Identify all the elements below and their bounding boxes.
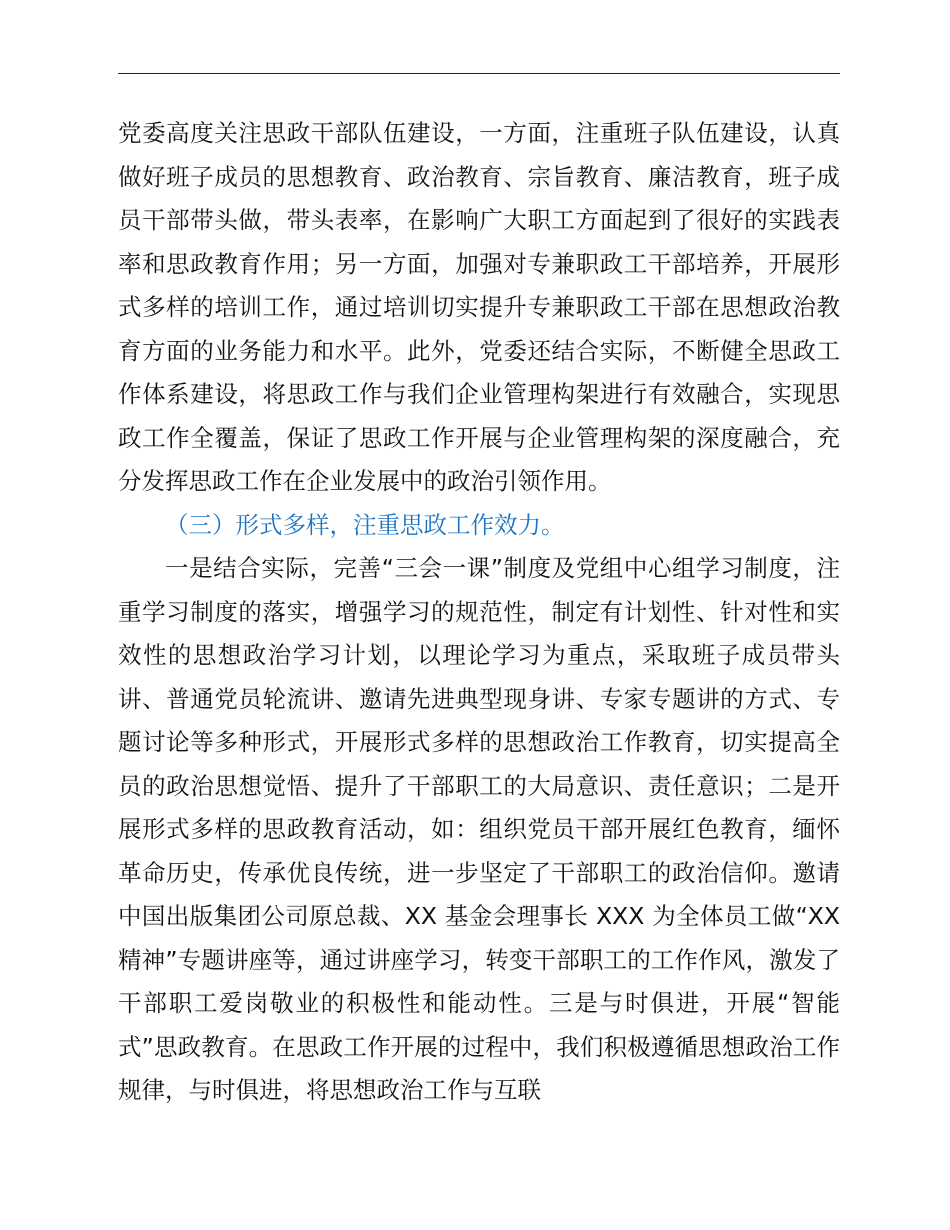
body-paragraph: 党委高度关注思政干部队伍建设，一方面，注重班子队伍建设，认真做好班子成员的思想教育、政治教育、宗旨教育、廉洁教育，班子成员干部带头做，带头表率，在影响广大职工方面起到了很好的实践表率和思政教育作用；另一方面，加强对专兼职政工干部培养，开展形式多样的培训工作，通过培训切实提升专兼职政工干部在思想政治教育方面的业务能力和水平。此外，党委还结合实际，不断健全思政工作体系建设，将思政工作与我们企业管理构架进行有效融合，实现思政工作全覆盖，保证了思政工作开展与企业管理构架的深度融合，充分发挥思政工作在企业发展中的政治引领作用。 — [118, 119, 840, 495]
header-rule — [118, 73, 840, 74]
document-body — [118, 112, 840, 1113]
section-heading: （三）形式多样，注重思政工作效力。 — [165, 510, 565, 539]
body-paragraph: 一是结合实际，完善“三会一课”制度及党组中心组学习制度，注重学习制度的落实，增强学习的规范性，制定有计划性、针对性和实效性的思想政治学习计划，以理论学习为重点，采取班子成员带头讲、普通党员轮流讲、邀请先进典型现身讲、专家专题讲的方式、专题讨论等多种形式，开展形式多样的思想政治工作教育，切实提高全员的政治思想觉悟、提升了干部职工的大局意识、责任意识；二是开展形式多样的思政教育活动，如：组织党员干部开展红色教育，缅怀革命历史，传承优良传统，进一步坚定了干部职工的政治信仰。邀请中国出版集团公司原总裁、XX 基金会理事长 XXX 为全体员工做“XX 精神”专题讲座等，通过讲座学习，转变干部职工的工作作风，激发了干部职工爱岗敬业的积极性和能动性。三是与时俱进，开展“智能式”思政教育。在思政工作开展的过程中，我们积极遵循思想政治工作规律，与时俱进，将思想政治工作与互联 — [118, 554, 840, 1104]
